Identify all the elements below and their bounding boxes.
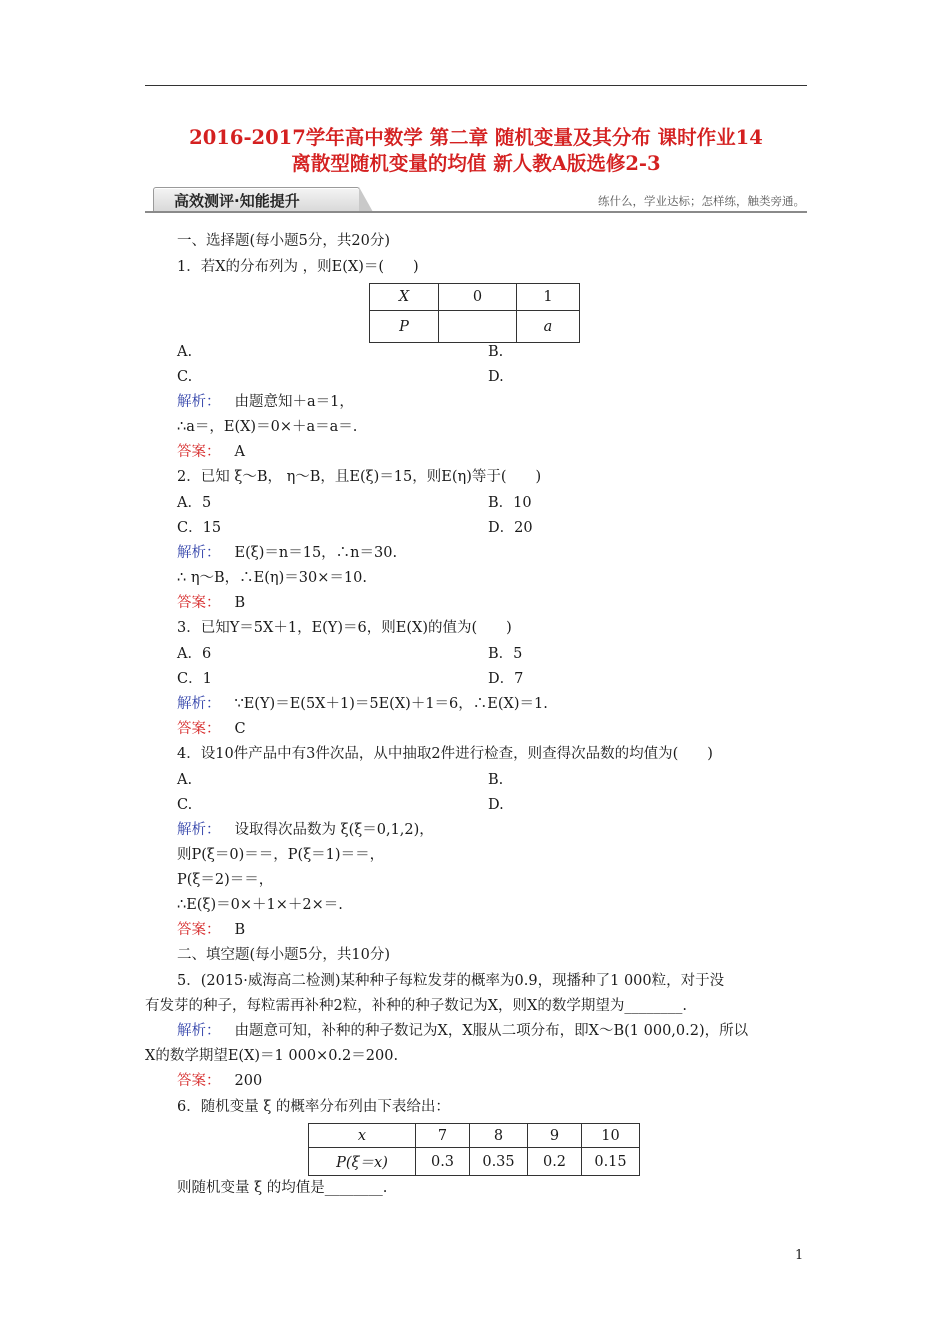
table-cell: 0 — [439, 284, 517, 311]
banner-label: 高效测评·知能提升 — [174, 192, 300, 210]
analysis-label: 解析： — [177, 545, 221, 561]
q1-analysis-text: 由题意知＋a＝1， — [234, 394, 354, 410]
q2-answer-value: B — [234, 595, 246, 611]
title-line-2: 离散型随机变量的均值 新人教A版选修2-3 — [291, 152, 661, 175]
table-cell: P(ξ＝x) — [309, 1148, 416, 1176]
q6-tail: 则随机变量 ξ 的均值是________. — [177, 1180, 388, 1196]
table-cell: 0.35 — [470, 1148, 528, 1176]
answer-label: 答案： — [177, 1073, 221, 1089]
q2-answer — [177, 593, 245, 613]
q2-option-d: D．20 — [488, 520, 533, 536]
q1-analysis — [177, 392, 354, 412]
q4-stem: 4．设10件产品中有3件次品，从中抽取2件进行检查，则查得次品数的均值为( ) — [177, 746, 713, 762]
q5-stem-line-2: 有发芽的种子，每粒需再补种2粒，补种的种子数记为X，则X的数学期望为________. — [145, 998, 687, 1014]
page-number: 1 — [795, 1248, 804, 1263]
q2-option-a: A．5 — [177, 495, 212, 511]
q5-answer-value: 200 — [234, 1073, 263, 1089]
q5-analysis-text: 由题意可知，补种的种子数记为X，X服从二项分布，即X～B(1 000,0.2)，所以 — [234, 1023, 749, 1039]
table-cell: 8 — [470, 1124, 528, 1148]
q4-option-d: D. — [488, 797, 504, 813]
table-cell: 10 — [582, 1124, 640, 1148]
q3-option-a: A．6 — [177, 646, 212, 662]
analysis-label: 解析： — [177, 822, 221, 838]
document-title — [145, 125, 807, 177]
table-cell — [439, 311, 517, 343]
q6-stem: 6．随机变量 ξ 的概率分布列由下表给出： — [177, 1099, 450, 1115]
q5-answer — [177, 1071, 262, 1091]
banner-slant — [359, 187, 373, 212]
q3-option-c: C．1 — [177, 671, 212, 687]
q4-answer — [177, 920, 245, 940]
q3-stem: 3．已知Y＝5X＋1，E(Y)＝6，则E(X)的值为( ) — [177, 620, 512, 636]
q3-answer — [177, 719, 246, 739]
q1-option-d: D. — [488, 369, 504, 385]
banner-slogan: 练什么，学业达标；怎样练，触类旁通。 — [598, 194, 805, 208]
table-cell: X — [370, 284, 439, 311]
q5-stem: 5．(2015·威海高二检测)某种种子每粒发芽的概率为0.9，现播种了1 000粒，对于没 — [177, 973, 725, 989]
section-1-heading: 一、选择题(每小题5分，共20分) — [177, 233, 390, 249]
q1-option-a: A. — [177, 344, 193, 360]
q2-option-b: B．10 — [488, 495, 532, 511]
q3-analysis — [177, 694, 548, 714]
q4-option-b: B. — [488, 772, 504, 788]
title-line-1: 2016-2017学年高中数学 第二章 随机变量及其分布 课时作业14 — [189, 126, 763, 149]
table-cell: 0.3 — [416, 1148, 470, 1176]
banner-base-line — [145, 211, 807, 213]
section-2-heading: 二、填空题(每小题5分，共10分) — [177, 947, 390, 963]
q2-option-c: C．15 — [177, 520, 222, 536]
section-banner — [145, 187, 807, 213]
q1-answer — [177, 442, 245, 462]
q2-analysis-line-2: ∴ η～B，∴E(η)＝30×＝10. — [177, 570, 367, 586]
q1-stem: 1．若X的分布列为 ，则E(X)＝( ) — [177, 259, 419, 275]
analysis-label: 解析： — [177, 696, 221, 712]
table-cell: 0.2 — [528, 1148, 582, 1176]
q4-answer-value: B — [234, 922, 246, 938]
q3-option-d: D．7 — [488, 671, 524, 687]
q4-analysis-text: 设取得次品数为 ξ(ξ＝0,1,2)， — [234, 822, 434, 838]
q4-analysis-line-3: P(ξ＝2)＝＝， — [177, 872, 274, 888]
q5-analysis-line-2: X的数学期望E(X)＝1 000×0.2＝200. — [145, 1048, 399, 1064]
q2-analysis-text: E(ξ)＝n＝15，∴n＝30. — [234, 545, 398, 561]
q3-analysis-text: ∵E(Y)＝E(5X＋1)＝5E(X)＋1＝6，∴E(X)＝1. — [234, 696, 548, 712]
analysis-label: 解析： — [177, 394, 221, 410]
q1-option-c: C. — [177, 369, 193, 385]
table-cell: x — [309, 1124, 416, 1148]
q1-distribution-table — [369, 283, 580, 343]
q4-option-a: A. — [177, 772, 193, 788]
banner-tab — [153, 187, 360, 212]
q4-analysis-line-2: 则P(ξ＝0)＝＝，P(ξ＝1)＝＝， — [177, 847, 385, 863]
answer-label: 答案： — [177, 444, 221, 460]
q4-analysis — [177, 820, 434, 840]
q2-analysis — [177, 543, 397, 563]
table-cell: 9 — [528, 1124, 582, 1148]
table-cell: P — [370, 311, 439, 343]
table-cell: 7 — [416, 1124, 470, 1148]
q4-option-c: C. — [177, 797, 193, 813]
q1-option-b: B. — [488, 344, 504, 360]
q4-analysis-line-4: ∴E(ξ)＝0×＋1×＋2×＝. — [177, 897, 343, 913]
q3-option-b: B．5 — [488, 646, 523, 662]
q3-answer-value: C — [234, 721, 246, 737]
table-cell: 0.15 — [582, 1148, 640, 1176]
q6-distribution-table — [308, 1123, 640, 1176]
table-cell: a — [517, 311, 580, 343]
q1-answer-value: A — [234, 444, 245, 460]
top-rule — [145, 85, 807, 86]
q5-analysis — [177, 1021, 748, 1041]
q2-stem: 2．已知 ξ～B， η～B，且E(ξ)＝15，则E(η)等于( ) — [177, 469, 542, 485]
answer-label: 答案： — [177, 595, 221, 611]
q1-analysis-line-2: ∴a＝，E(X)＝0×＋a＝a＝. — [177, 419, 358, 435]
table-cell: 1 — [517, 284, 580, 311]
answer-label: 答案： — [177, 922, 221, 938]
answer-label: 答案： — [177, 721, 221, 737]
analysis-label: 解析： — [177, 1023, 221, 1039]
